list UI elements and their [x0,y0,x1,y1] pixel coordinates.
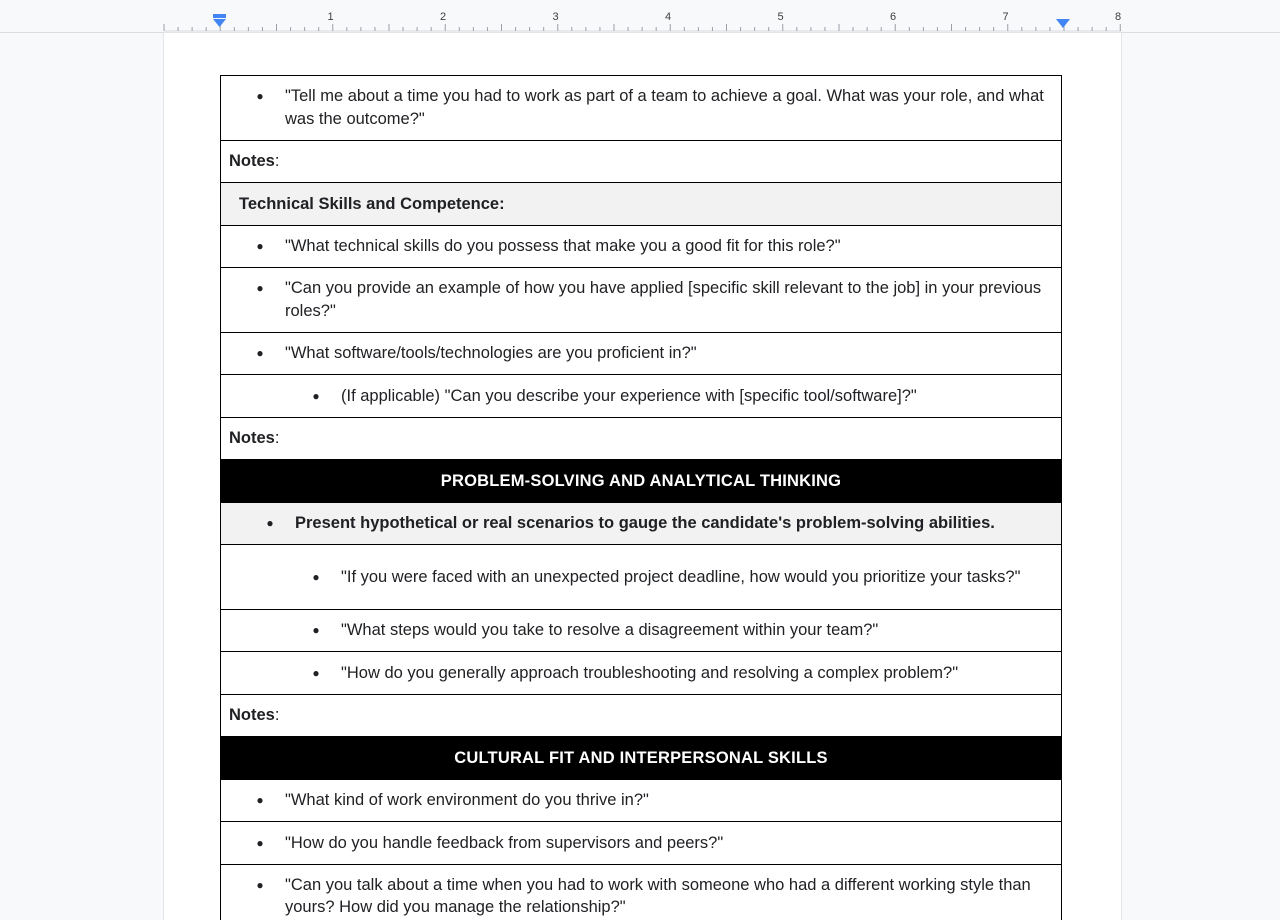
bullet-icon: ● [256,346,264,360]
question-row [221,502,1062,545]
question-cell[interactable] [221,545,1062,610]
notes-colon: : [274,429,280,447]
question-row [221,375,1062,418]
ruler-number: 1 [327,11,334,23]
bullet-icon: ● [256,793,264,807]
question-text: "What software/tools/technologies are you proficient in?" [285,344,697,362]
question-row [221,822,1062,865]
notes-label: Notes [229,429,275,447]
bullet-item [229,342,1053,365]
bullet-item [229,277,1053,322]
question-row [221,332,1062,375]
ruler-number: 7 [1002,11,1009,23]
question-cell[interactable] [221,822,1062,865]
notes-label: Notes [229,152,275,170]
question-cell[interactable] [221,864,1062,920]
question-text: "How do you generally approach troubleshooting and resolving a complex problem?" [341,663,959,682]
ruler-number: 5 [777,11,784,23]
bullet-item [229,385,1053,408]
bullet-item [229,235,1053,258]
horizontal-ruler[interactable] [0,0,1280,33]
notes-cell[interactable] [221,417,1062,460]
question-cell[interactable] [221,779,1062,822]
question-row [221,545,1062,610]
question-text: "Can you talk about a time when you had to work with someone who had a different working style than yours? How did you manage the relationship?" [285,875,1031,917]
bullet-icon: ● [266,516,274,530]
bullet-item [229,566,1053,589]
bullet-icon: ● [256,281,264,296]
interview-questions-table [220,75,1062,920]
ruler-number: 8 [1114,11,1122,23]
question-row [221,652,1062,695]
subsection-heading[interactable]: Technical Skills and Competence: [221,183,1062,226]
bullet-item [229,662,1053,685]
section-header-row [221,460,1062,503]
ruler-number: 4 [664,11,672,23]
question-row [221,268,1062,333]
bullet-icon: ● [256,89,264,104]
bullet-icon: ● [256,877,264,892]
question-text: "What technical skills do you possess that make you a good fit for this role?" [285,237,841,255]
notes-row [221,417,1062,460]
bullet-icon: ● [312,569,320,584]
bullet-item [229,619,1053,642]
question-text: "Tell me about a time you had to work as part of a team to achieve a goal. What was your role, and what was the outcome?" [285,87,1044,128]
question-row [221,225,1062,268]
section-header[interactable]: CULTURAL FIT AND INTERPERSONAL SKILLS [221,737,1062,780]
document-page[interactable] [164,33,1121,920]
ruler-number: 3 [552,11,559,23]
bullet-item [229,874,1053,919]
ruler-number: 2 [439,11,447,23]
question-cell[interactable] [221,609,1062,652]
bullet-icon: ● [312,388,320,403]
question-row [221,76,1062,141]
question-text: "What kind of work environment do you thrive in?" [285,791,649,809]
question-row [221,864,1062,920]
notes-colon: : [274,152,280,170]
notes-cell[interactable] [221,694,1062,737]
notes-label: Notes [229,706,275,724]
bullet-item [229,789,1053,812]
question-cell[interactable] [221,225,1062,268]
left-indent-marker-icon[interactable] [212,14,227,28]
right-indent-marker-icon[interactable] [1056,19,1070,29]
question-text: "If you were faced with an unexpected project deadline, how would you prioritize your tasks?" [341,567,1021,586]
bullet-icon: ● [312,623,320,637]
question-cell[interactable] [221,375,1062,418]
question-row [221,609,1062,652]
bullet-icon: ● [256,239,264,253]
question-cell[interactable] [221,652,1062,695]
subsection-heading-row [221,183,1062,226]
question-cell[interactable] [221,268,1062,333]
bullet-item [229,85,1053,130]
notes-cell[interactable] [221,140,1062,183]
question-text: "How do you handle feedback from supervisors and peers?" [285,833,724,852]
question-text: "Can you provide an example of how you have applied [specific skill relevant to the job] in your previous roles?" [285,279,1042,320]
ruler-number: 6 [889,11,897,23]
question-text: Present hypothetical or real scenarios to gauge the candidate's problem-solving abilities. [295,514,995,532]
notes-colon: : [274,706,280,724]
question-text: "What steps would you take to resolve a disagreement within your team?" [341,621,879,639]
question-row [221,779,1062,822]
question-text: (If applicable) "Can you describe your experience with [specific tool/software]?" [341,386,917,405]
bullet-item [229,512,1053,535]
notes-row [221,140,1062,183]
question-cell[interactable] [221,502,1062,545]
bullet-item [229,832,1053,855]
section-header[interactable]: PROBLEM-SOLVING AND ANALYTICAL THINKING [221,460,1062,503]
question-cell[interactable] [221,332,1062,375]
bullet-icon: ● [312,665,320,680]
ruler-ticks [0,0,1280,33]
bullet-icon: ● [256,835,264,850]
question-cell[interactable] [221,76,1062,141]
section-header-row [221,737,1062,780]
notes-row [221,694,1062,737]
